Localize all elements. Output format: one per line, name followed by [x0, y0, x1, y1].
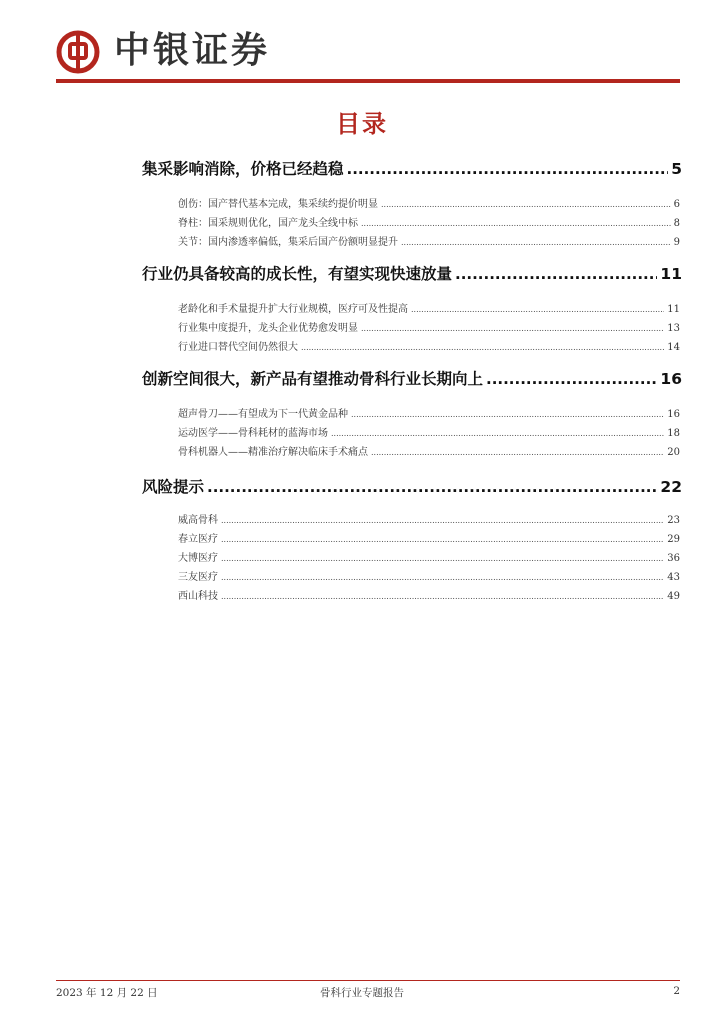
dot-leader [347, 160, 669, 178]
bank-of-china-logo-icon [56, 30, 100, 74]
dot-leader [371, 448, 664, 457]
toc-item[interactable] [178, 549, 680, 564]
dot-leader [221, 516, 664, 525]
toc-item[interactable] [178, 568, 680, 583]
footer-page-number: 2 [673, 985, 680, 997]
dot-leader [361, 324, 664, 333]
toc-item-title: 大博医疗 [178, 553, 218, 564]
dot-leader [361, 219, 671, 228]
footer-report-title: 骨科行业专题报告 [320, 987, 404, 999]
toc-item[interactable] [178, 300, 680, 315]
toc-item-title: 关节：国内渗透率偏低，集采后国产份额明显提升 [178, 237, 398, 248]
toc-item[interactable] [178, 424, 680, 439]
toc-item-page: 29 [667, 534, 680, 545]
toc-item-title: 行业集中度提升，龙头企业优势愈发明显 [178, 323, 358, 334]
toc-item-title: 脊柱：国采规则优化，国产龙头全线中标 [178, 218, 358, 229]
toc-item-title: 西山科技 [178, 591, 218, 602]
footer-date: 2023 年 12 月 22 日 [56, 987, 158, 999]
toc-item-page: 13 [667, 323, 680, 334]
toc-item-title: 老龄化和手术量提升扩大行业规模，医疗可及性提高 [178, 304, 408, 315]
toc-section[interactable] [142, 475, 682, 497]
dot-leader [221, 535, 664, 544]
toc-item[interactable] [178, 405, 680, 420]
dot-leader [455, 265, 657, 283]
toc-item[interactable] [178, 319, 680, 334]
toc-item-page: 23 [667, 515, 680, 526]
toc-section-page: 11 [660, 265, 682, 283]
dot-leader [207, 478, 657, 496]
toc-item-title: 行业进口替代空间仍然很大 [178, 342, 298, 353]
toc-section[interactable] [142, 157, 682, 179]
toc-section[interactable] [142, 367, 682, 389]
toc-item-page: 11 [667, 304, 680, 315]
toc-item-title: 春立医疗 [178, 534, 218, 545]
dot-leader [221, 554, 664, 563]
toc-section-title: 创新空间很大，新产品有望推动骨科行业长期向上 [142, 370, 484, 388]
header-divider [56, 79, 680, 83]
toc-section-page: 5 [671, 160, 682, 178]
toc-item-title: 创伤：国产替代基本完成，集采续约提价明显 [178, 199, 378, 210]
toc-item[interactable] [178, 587, 680, 602]
toc-item-page: 20 [667, 447, 680, 458]
toc-item-page: 6 [673, 199, 680, 210]
toc-item-title: 骨科机器人——精准治疗解决临床手术痛点 [178, 447, 368, 458]
toc-item[interactable] [178, 530, 680, 545]
toc-item-page: 8 [673, 218, 680, 229]
dot-leader [401, 238, 671, 247]
toc-item[interactable] [178, 233, 680, 248]
dot-leader [221, 592, 664, 601]
toc-item-page: 43 [667, 572, 680, 583]
toc-item-page: 49 [667, 591, 680, 602]
toc-section-page: 22 [660, 478, 682, 496]
dot-leader [351, 410, 664, 419]
toc-item[interactable] [178, 338, 680, 353]
brand-name: 中银证券 [114, 30, 271, 71]
toc-section-title: 行业仍具备较高的成长性，有望实现快速放量 [142, 265, 453, 283]
toc-item-title: 三友医疗 [178, 572, 218, 583]
dot-leader [381, 200, 671, 209]
toc-item-title: 运动医学——骨科耗材的蓝海市场 [178, 428, 328, 439]
dot-leader [301, 343, 664, 352]
toc-section-title: 风险提示 [142, 478, 205, 496]
dot-leader [221, 573, 664, 582]
toc-item[interactable] [178, 443, 680, 458]
toc-section-page: 16 [660, 370, 682, 388]
toc-item-page: 16 [667, 409, 680, 420]
toc-section-title: 集采影响消除，价格已经趋稳 [142, 160, 344, 178]
toc-item-page: 9 [673, 237, 680, 248]
toc-item-title: 威高骨科 [178, 515, 218, 526]
toc-title: 目录 [336, 110, 388, 138]
toc-item-page: 14 [667, 342, 680, 353]
dot-leader [331, 429, 664, 438]
toc-item-title: 超声骨刀——有望成为下一代黄金品种 [178, 409, 348, 420]
toc-item-page: 18 [667, 428, 680, 439]
dot-leader [411, 305, 664, 314]
page-header [56, 28, 680, 84]
toc-item-page: 36 [667, 553, 680, 564]
toc-item[interactable] [178, 511, 680, 526]
toc-item[interactable] [178, 195, 680, 210]
toc-section[interactable] [142, 262, 682, 284]
footer-divider [56, 980, 680, 981]
toc-item[interactable] [178, 214, 680, 229]
dot-leader [486, 370, 657, 388]
